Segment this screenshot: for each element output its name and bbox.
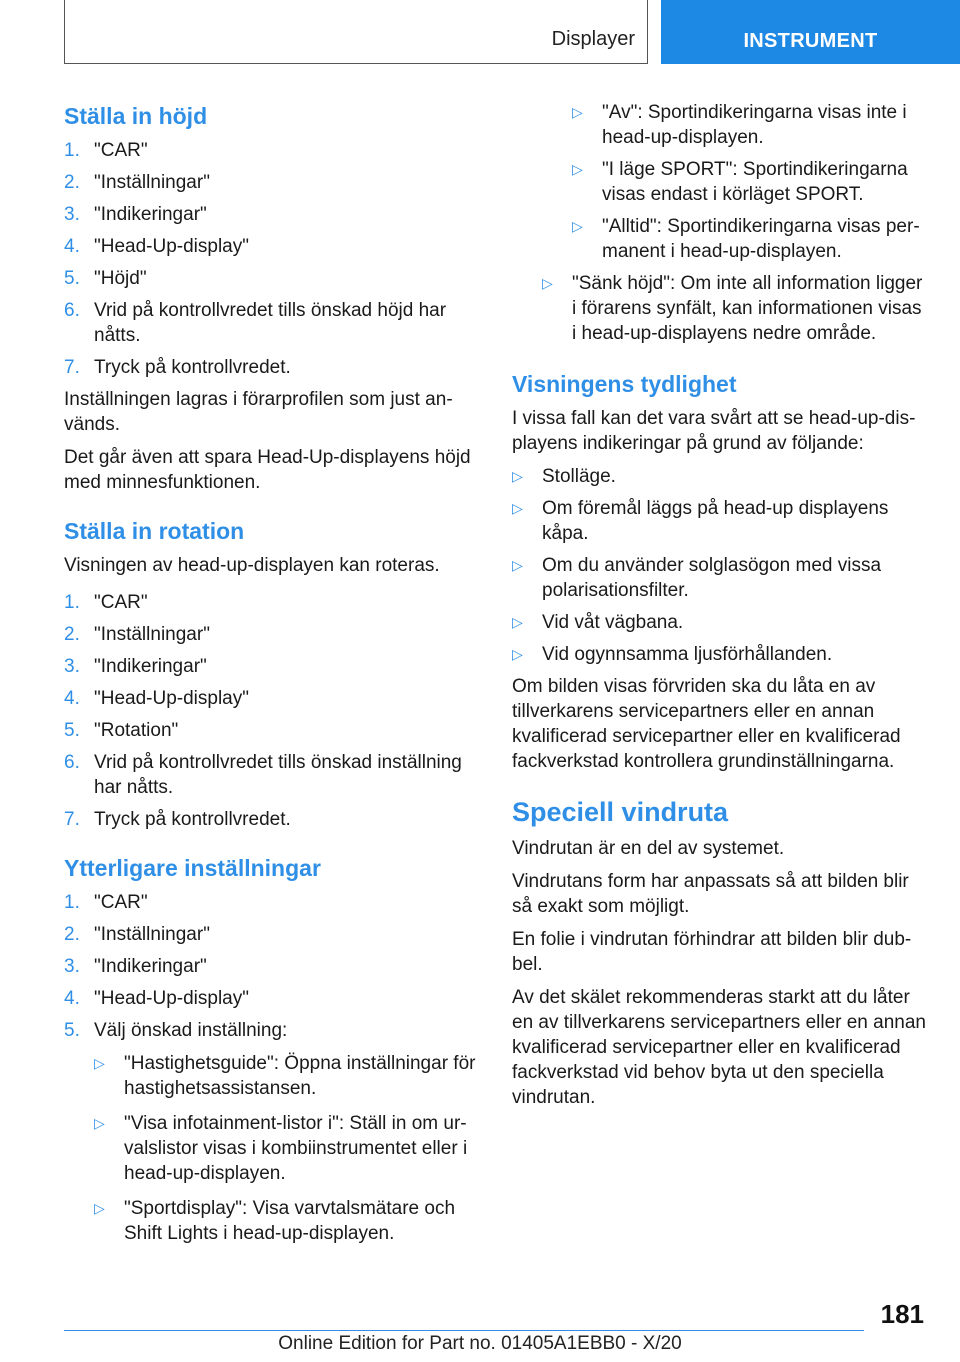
step-number: 6.: [64, 752, 80, 773]
step: [64, 654, 480, 679]
list-item: [572, 100, 928, 150]
triangle-bullet-icon: ▷: [94, 1200, 105, 1216]
step-text: Tryck på kontrollvredet.: [94, 809, 291, 830]
paragraph: Det går även att spara Head-Up-displayens höjd med minnesfunktionen.: [64, 447, 471, 493]
list-item: [94, 1051, 480, 1101]
step-text: Välj önskad inställning:: [94, 1020, 288, 1041]
triangle-bullet-icon: ▷: [572, 104, 583, 120]
step-text: "Inställningar": [94, 924, 210, 945]
left-column: [64, 100, 480, 1276]
triangle-bullet-icon: ▷: [94, 1115, 105, 1131]
step: [64, 355, 480, 380]
header-section: Displayer: [551, 28, 635, 50]
option-text: "I läge SPORT": Sportindikeringarna visas endast i körläget SPORT.: [602, 159, 908, 205]
step-number: 7.: [64, 809, 80, 830]
list-item: [94, 1111, 480, 1186]
step-text: "Head-Up-display": [94, 236, 249, 257]
paragraph: Om bilden visas förvriden ska du låta en av tillverkarens servicepartners eller en annan kvalificerad servicepartner eller en kvalificerad fackverkstad kontrollera grundinställningarna.: [512, 676, 901, 772]
option-text: "Sportdisplay": Visa varvtalsmätare och Shift Lights i head-up-displayen.: [124, 1198, 456, 1244]
triangle-bullet-icon: ▷: [512, 468, 523, 484]
triangle-bullet-icon: ▷: [572, 161, 583, 177]
step: [64, 718, 480, 743]
heading-rotation: Ställa in rotation: [64, 518, 245, 544]
step-number: 4.: [64, 988, 80, 1009]
step-number: 1.: [64, 592, 80, 613]
step-text: "CAR": [94, 892, 148, 913]
list-item: [512, 610, 928, 635]
step: [64, 298, 480, 348]
footer-text: Online Edition for Part no. 01405A1EBB0 - X/20: [278, 1333, 682, 1354]
steps-more-settings: [64, 890, 480, 1256]
step: [64, 622, 480, 647]
section-more-settings: [64, 852, 480, 1256]
triangle-bullet-icon: ▷: [512, 614, 523, 630]
bullet-text: Vid våt vägbana.: [542, 612, 684, 633]
option-text: "Visa infotainment-listor i": Ställ in om urvalslistor visas i kombiinstrumentet eller i head-up-displayen.: [124, 1113, 468, 1184]
section-height: [64, 100, 480, 495]
paragraph: En folie i vindrutan förhindrar att bilden blir dubbel.: [512, 929, 912, 975]
right-column: [512, 100, 928, 1130]
header-chapter-label: INSTRUMENT: [743, 30, 878, 52]
step-number: 1.: [64, 140, 80, 161]
bullet-text: Vid ogynnsamma ljusförhållanden.: [542, 644, 833, 665]
step: [64, 750, 480, 800]
step-text: "Inställningar": [94, 624, 210, 645]
section-rotation: [64, 515, 480, 832]
list-item: [512, 496, 928, 546]
step-text: "Inställningar": [94, 172, 210, 193]
step-text: "Indikeringar": [94, 956, 207, 977]
step-number: 4.: [64, 688, 80, 709]
step-text: "Indikeringar": [94, 204, 207, 225]
step-number: 3.: [64, 956, 80, 977]
heading-height: Ställa in höjd: [64, 103, 208, 129]
step-text: Vrid på kontrollvredet tills önskad inställning har nåtts.: [94, 752, 462, 798]
list-item: [512, 642, 928, 667]
step-text: Tryck på kontrollvredet.: [94, 357, 291, 378]
step-text: "Head-Up-display": [94, 688, 249, 709]
step-text: "Head-Up-display": [94, 988, 249, 1009]
step: [64, 986, 480, 1011]
visibility-causes-list: [512, 464, 928, 667]
step: [64, 890, 480, 915]
step: [64, 170, 480, 195]
paragraph: Vindrutans form har anpassats så att bilden blir så exakt som möjligt.: [512, 871, 909, 917]
list-item: [512, 464, 928, 489]
step-text: "CAR": [94, 140, 148, 161]
steps-rotation: [64, 590, 480, 832]
step: [64, 138, 480, 163]
paragraph: Av det skälet rekommenderas starkt att du låter en av tillverkarens servicepartners eller en annan kvalificerad servicepartner eller en kvalificerad fackverkstad vid behov byta ut den speciella vindrutan.: [512, 987, 926, 1108]
section-visibility: [512, 368, 928, 774]
step-number: 2.: [64, 624, 80, 645]
step: [64, 922, 480, 947]
triangle-bullet-icon: ▷: [512, 500, 523, 516]
paragraph: Vindrutan är en del av systemet.: [512, 838, 785, 859]
list-item: [572, 157, 928, 207]
sport-options-list: [572, 100, 928, 264]
footer-divider: [64, 1330, 864, 1331]
step-content: [94, 1018, 480, 1256]
step-text: "Indikeringar": [94, 656, 207, 677]
option-text: "Sänk höjd": Om inte all information ligger i förarens synfält, kan informationen visas i head-up-displayens nedre område.: [572, 273, 923, 344]
heading-visibility: Visningens tydlighet: [512, 371, 737, 397]
list-item: [94, 1196, 480, 1246]
triangle-bullet-icon: ▷: [512, 557, 523, 573]
heading-special-windshield: Speciell vindruta: [512, 797, 729, 827]
step: [64, 590, 480, 615]
bullet-text: Stolläge.: [542, 466, 616, 487]
triangle-bullet-icon: ▷: [512, 646, 523, 662]
step-number: 3.: [64, 204, 80, 225]
step: [64, 807, 480, 832]
step-text: "Höjd": [94, 268, 147, 289]
triangle-bullet-icon: ▷: [94, 1055, 105, 1071]
step-text: "Rotation": [94, 720, 179, 741]
option-text: "Av": Sportindikeringarna visas inte i head-up-displayen.: [602, 102, 907, 148]
paragraph: I vissa fall kan det vara svårt att se head-up-displayens indikeringar på grund av följande:: [512, 408, 916, 454]
step-number: 2.: [64, 172, 80, 193]
lower-option-list: [542, 271, 928, 346]
step: [64, 686, 480, 711]
step-text: "CAR": [94, 592, 148, 613]
step: [64, 954, 480, 979]
header-chapter-tab: [661, 0, 960, 64]
steps-height: [64, 138, 480, 380]
step: [64, 266, 480, 291]
step-number: 5.: [64, 268, 80, 289]
bullet-text: Om du använder solglasögon med vissa polarisationsfilter.: [542, 555, 882, 601]
settings-options-list: [94, 1051, 480, 1246]
page-number: 181: [880, 1299, 924, 1329]
option-text: "Alltid": Sportindikeringarna visas permanent i head-up-displayen.: [602, 216, 920, 262]
bullet-text: Om föremål läggs på head-up displayens kåpa.: [542, 498, 889, 544]
list-item: [572, 214, 928, 264]
triangle-bullet-icon: ▷: [542, 275, 553, 291]
triangle-bullet-icon: ▷: [572, 218, 583, 234]
paragraph: Visningen av head-up-displayen kan roteras.: [64, 555, 440, 576]
step: [64, 1018, 480, 1256]
step-number: 6.: [64, 300, 80, 321]
step-number: 3.: [64, 656, 80, 677]
step-number: 1.: [64, 892, 80, 913]
step-number: 7.: [64, 357, 80, 378]
step-number: 4.: [64, 236, 80, 257]
step-number: 5.: [64, 1020, 80, 1041]
step-number: 5.: [64, 720, 80, 741]
step-text: Vrid på kontrollvredet tills önskad höjd har nåtts.: [94, 300, 447, 346]
list-item: [542, 271, 928, 346]
heading-more-settings: Ytterligare inställningar: [64, 855, 321, 881]
paragraph: Inställningen lagras i förarprofilen som just används.: [64, 389, 453, 435]
option-text: "Hastighetsguide": Öppna inställningar för hastighetsassistansen.: [124, 1053, 476, 1099]
section-special-windshield: [512, 794, 928, 1110]
list-item: [512, 553, 928, 603]
step: [64, 234, 480, 259]
step-number: 2.: [64, 924, 80, 945]
step: [64, 202, 480, 227]
